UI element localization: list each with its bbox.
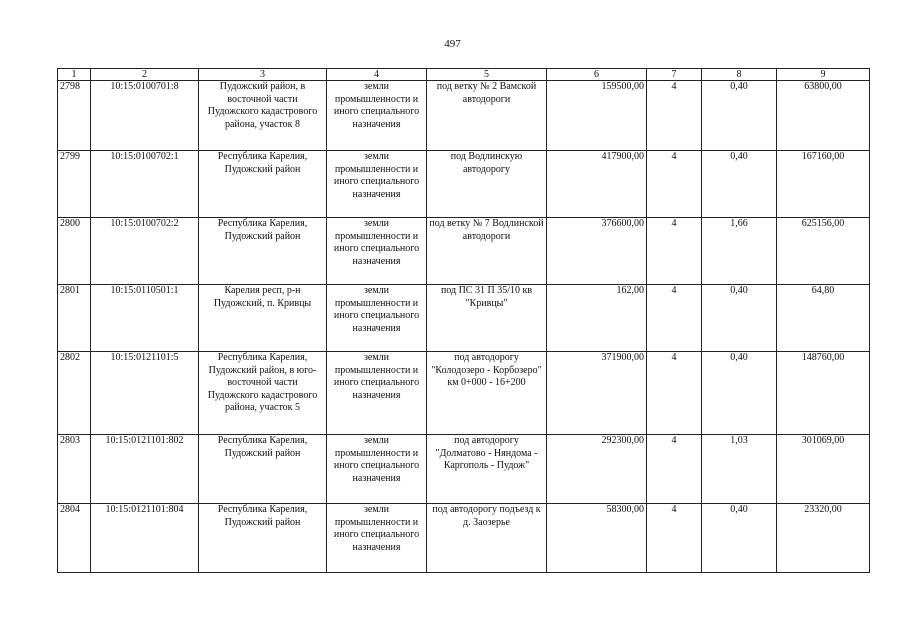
row-number: 2800 [58,218,91,285]
table-body [58,81,870,573]
row-number: 2798 [58,81,91,151]
table-row [58,504,870,573]
table-row [58,81,870,151]
row-number: 2804 [58,504,91,573]
area-value: 292300,00 [547,435,647,504]
cadastral-number: 10:15:0121101:802 [91,435,199,504]
location: Республика Карелия, Пудожский район [199,435,327,504]
column-header: 6 [547,69,647,81]
usage-purpose: под автодорогу "Долматово - Няндома - Каргополь - Пудож" [427,435,547,504]
column-header: 7 [647,69,702,81]
column-7-value: 4 [647,504,702,573]
table-row [58,218,870,285]
land-category: земли промышленности и иного специального назначения [327,504,427,573]
column-7-value: 4 [647,151,702,218]
cadastral-number: 10:15:0121101:5 [91,352,199,435]
cadastral-number: 10:15:0100701:8 [91,81,199,151]
cadastral-number: 10:15:0121101:804 [91,504,199,573]
land-category: земли промышленности и иного специального назначения [327,285,427,352]
column-7-value: 4 [647,435,702,504]
usage-purpose: под ветку № 2 Вамской автодороги [427,81,547,151]
row-number: 2801 [58,285,91,352]
location: Республика Карелия, Пудожский район [199,218,327,285]
location: Карелия респ, р-н Пудожский, п. Кривцы [199,285,327,352]
row-number: 2803 [58,435,91,504]
column-header: 1 [58,69,91,81]
rate-value: 0,40 [702,81,777,151]
land-category: земли промышленности и иного специального назначения [327,218,427,285]
sum-value: 64,80 [777,285,870,352]
table-header [58,69,870,81]
sum-value: 167160,00 [777,151,870,218]
location: Республика Карелия, Пудожский район [199,504,327,573]
column-7-value: 4 [647,285,702,352]
location: Пудожский район, в восточной части Пудожского кадастрового района, участок 8 [199,81,327,151]
column-header: 3 [199,69,327,81]
column-header: 9 [777,69,870,81]
rate-value: 0,40 [702,352,777,435]
row-number: 2799 [58,151,91,218]
column-7-value: 4 [647,81,702,151]
table-row [58,352,870,435]
sum-value: 63800,00 [777,81,870,151]
sum-value: 301069,00 [777,435,870,504]
usage-purpose: под автодорогу "Колодозеро - Корбозеро" км 0+000 - 16+200 [427,352,547,435]
usage-purpose: под автодорогу подъезд к д. Заозерье [427,504,547,573]
area-value: 417900,00 [547,151,647,218]
rate-value: 1,03 [702,435,777,504]
cadastral-number: 10:15:0100702:2 [91,218,199,285]
sum-value: 625156,00 [777,218,870,285]
column-7-value: 4 [647,218,702,285]
column-header: 5 [427,69,547,81]
area-value: 58300,00 [547,504,647,573]
usage-purpose: под ветку № 7 Водлинской автодороги [427,218,547,285]
rate-value: 0,40 [702,151,777,218]
land-category: земли промышленности и иного специального назначения [327,151,427,218]
header-row [58,69,870,81]
usage-purpose: под Водлинскую автодорогу [427,151,547,218]
land-category: земли промышленности и иного специального назначения [327,81,427,151]
page-number: 497 [444,38,461,50]
area-value: 371900,00 [547,352,647,435]
column-header: 8 [702,69,777,81]
area-value: 162,00 [547,285,647,352]
location: Республика Карелия, Пудожский район [199,151,327,218]
rate-value: 0,40 [702,285,777,352]
column-header: 4 [327,69,427,81]
area-value: 159500,00 [547,81,647,151]
column-7-value: 4 [647,352,702,435]
rate-value: 1,66 [702,218,777,285]
sum-value: 148760,00 [777,352,870,435]
area-value: 376600,00 [547,218,647,285]
rate-value: 0,40 [702,504,777,573]
column-header: 2 [91,69,199,81]
table-row [58,435,870,504]
usage-purpose: под ПС 31 П 35/10 кв "Кривцы" [427,285,547,352]
land-category: земли промышленности и иного специального назначения [327,435,427,504]
row-number: 2802 [58,352,91,435]
table-row [58,151,870,218]
land-category: земли промышленности и иного специального назначения [327,352,427,435]
table-row [58,285,870,352]
cadastral-number: 10:15:0100702:1 [91,151,199,218]
sum-value: 23320,00 [777,504,870,573]
location: Республика Карелия, Пудожский район, в юго-восточной части Пудожского кадастрового района, участок 5 [199,352,327,435]
cadastral-number: 10:15:0110501:1 [91,285,199,352]
land-plot-table [57,68,870,573]
